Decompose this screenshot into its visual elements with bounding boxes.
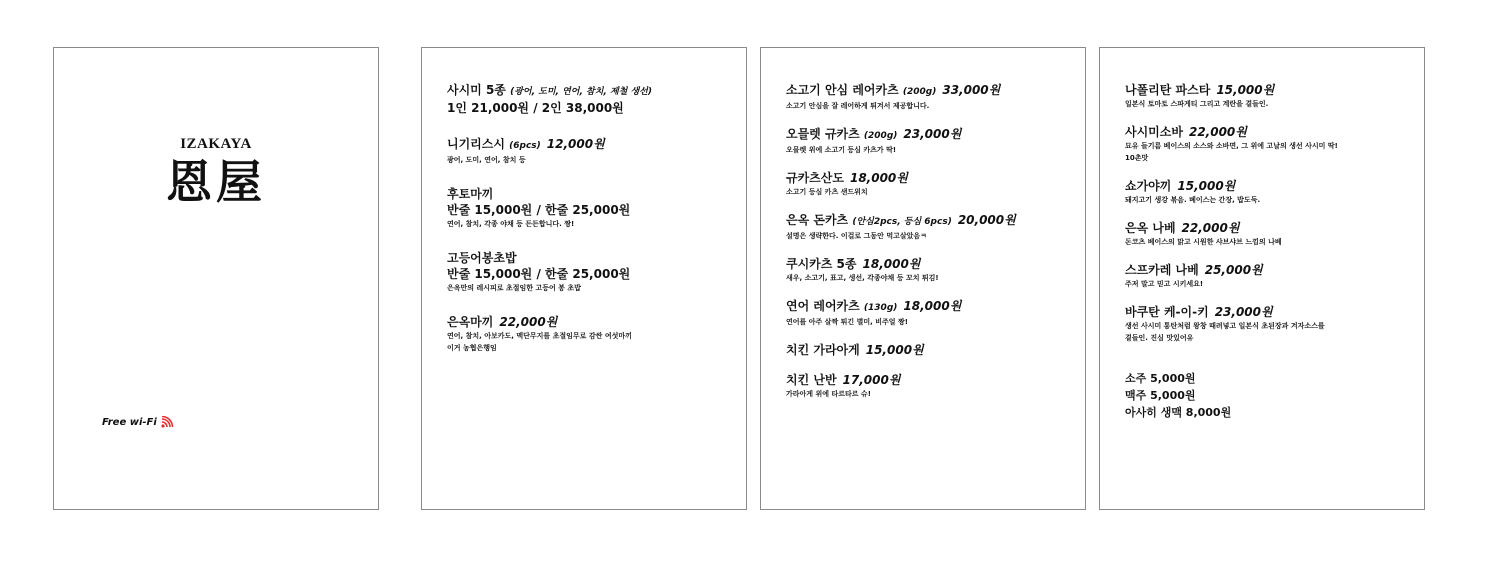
item-name: 쿠시카츠 5종: [786, 257, 857, 271]
item-name: 바쿠탄 케-이-키: [1125, 305, 1209, 319]
item-price: 12,000원: [546, 137, 605, 151]
item-price-line: 반줄 15,000원 / 한줄 25,000원: [447, 267, 631, 281]
menu-item: [786, 298, 1073, 328]
item-name: 스프카레 나베: [1125, 263, 1199, 277]
item-price: 18,000원: [862, 257, 921, 271]
menu-item: [447, 82, 734, 116]
item-name: 니기리스시: [447, 137, 505, 151]
item-desc: 소고기 등심 카츠 샌드위치: [786, 188, 868, 196]
menu-list: [1125, 82, 1412, 421]
item-name: 치킨 가라아게: [786, 343, 860, 357]
item-name: 치킨 난반: [786, 373, 837, 387]
menu-item: [786, 212, 1073, 242]
item-desc: 주저 말고 믿고 시키세요!: [1125, 280, 1204, 288]
item-desc: 생선 사시미 통탄처럼 왕창 때려넣고 일본식 초된장과 겨자소스를: [1125, 322, 1325, 330]
menu-page-katsu: [760, 47, 1086, 510]
item-name: 연어 레어카츠: [786, 299, 860, 313]
item-price-line: 1인 21,000원 / 2인 38,000원: [447, 101, 624, 115]
menu-page-sashimi: [421, 47, 747, 510]
item-desc: 10촌맛: [1125, 154, 1149, 162]
menu-item: [1125, 82, 1412, 110]
item-note: (6pcs): [509, 141, 541, 151]
item-price: 20,000원: [957, 213, 1016, 227]
item-name: 사시미 5종: [447, 83, 506, 97]
item-desc: 광어, 도미, 연어, 참치 등: [447, 156, 526, 164]
item-line: [786, 372, 1073, 388]
item-note: (200g): [863, 131, 898, 141]
item-line: [447, 314, 734, 330]
item-desc: 일본식 토마토 스파게티 그리고 계란을 곁들인.: [1125, 100, 1269, 108]
item-name: 소고기 안심 레어카츠: [786, 83, 899, 97]
item-desc: 묘유 들기름 베이스의 소스와 소바면, 그 위에 고날의 생선 사시미 딱!: [1125, 142, 1338, 150]
menu-item: [1125, 304, 1412, 344]
drinks-list: [1125, 370, 1412, 421]
menu-item: [786, 82, 1073, 112]
item-line: [447, 82, 734, 100]
menu-list: [786, 82, 1073, 414]
drink-item: 소주 5,000원: [1125, 372, 1196, 385]
menu-item: [447, 186, 734, 230]
item-desc: 설명은 생략한다. 이걸로 그동안 먹고살았음ㅋ: [786, 232, 927, 240]
item-name: 오믈렛 규카츠: [786, 127, 860, 141]
menu-item: [1125, 262, 1412, 290]
item-line: [786, 298, 1073, 316]
item-desc: 연어를 아주 살짝 튀긴 별미, 비주얼 짱!: [786, 318, 908, 326]
item-line: [1125, 82, 1412, 98]
menu-item: [786, 342, 1073, 358]
menu-item: [1125, 178, 1412, 206]
item-desc: 연어, 참치, 각종 야채 등 든든합니다. 짱!: [447, 220, 575, 228]
item-price: 25,000원: [1204, 263, 1263, 277]
item-line: [1125, 304, 1412, 320]
item-line: [1125, 178, 1412, 194]
menu-item: [786, 170, 1073, 198]
item-price: 17,000원: [842, 373, 901, 387]
item-desc: 돼지고기 생강 볶음. 베이스는 간장, 밥도둑.: [1125, 196, 1261, 204]
item-price: 15,000원: [1177, 179, 1236, 193]
item-name: 쇼가야끼: [1125, 179, 1172, 193]
item-name: 사시미소바: [1125, 125, 1183, 139]
item-line: [1125, 124, 1412, 140]
item-desc: 오믈렛 위에 소고기 등심 카츠가 딱!: [786, 146, 897, 154]
item-price: 23,000원: [1214, 305, 1273, 319]
menu-item: [447, 314, 734, 354]
item-line: [786, 170, 1073, 186]
item-price: 22,000원: [1188, 125, 1247, 139]
item-name: 은옥마끼: [447, 315, 494, 329]
cover-panel: [53, 47, 379, 510]
item-name: 고등어봉초밥: [447, 251, 517, 265]
item-name: 은옥 돈카츠: [786, 213, 849, 227]
item-price: 18,000원: [903, 299, 962, 313]
item-desc: 돈코츠 베이스의 맑고 시원한 샤브샤브 느낌의 나베: [1125, 238, 1282, 246]
menu-item: [1125, 124, 1412, 164]
menu-item: [447, 136, 734, 166]
item-line: [1125, 220, 1412, 236]
menu-item: [447, 250, 734, 294]
item-price-line: 반줄 15,000원 / 한줄 25,000원: [447, 203, 631, 217]
menu-page-mains: [1099, 47, 1425, 510]
wifi-notice: [102, 416, 175, 428]
item-price: 23,000원: [903, 127, 962, 141]
item-line: [786, 212, 1073, 230]
item-note: (130g): [863, 303, 898, 313]
item-desc: 은옥만의 레시피로 초절임한 고등어 봉 초밥: [447, 284, 581, 292]
item-price: 15,000원: [1216, 83, 1275, 97]
item-line: [786, 256, 1073, 272]
item-price: 22,000원: [499, 315, 558, 329]
item-line: [786, 126, 1073, 144]
wifi-label: Free wi-Fi: [102, 416, 157, 428]
brand-title-en: IZAKAYA: [180, 136, 252, 152]
item-price: 15,000원: [865, 343, 924, 357]
item-line: [786, 82, 1073, 100]
menu-list: [447, 82, 734, 374]
item-line: [447, 136, 734, 154]
item-name: 규카츠산도: [786, 171, 844, 185]
brand-title-cjk: 恩屋: [166, 155, 266, 209]
item-line: [786, 342, 1073, 358]
item-desc: 곁들인. 진심 맛있어유: [1125, 334, 1194, 342]
item-price: 18,000원: [849, 171, 908, 185]
item-name: 은옥 나베: [1125, 221, 1176, 235]
drink-item: 맥주 5,000원: [1125, 389, 1196, 402]
item-name: 후토마끼: [447, 187, 494, 201]
item-desc: 연어, 참치, 아보카도, 맥단무지를 초절임무로 감싼 여섯마끼: [447, 332, 632, 340]
item-line: [1125, 262, 1412, 278]
item-price: 33,000원: [942, 83, 1001, 97]
wifi-icon: [161, 416, 175, 428]
item-note: (광어, 도미, 연어, 참치, 제철 생선): [510, 87, 652, 97]
item-desc: 이거 농협은행임: [447, 344, 497, 352]
menu-item: [1125, 220, 1412, 248]
drink-item: 아사히 생맥 8,000원: [1125, 406, 1232, 419]
menu-item: [786, 256, 1073, 284]
item-name: 나폴리탄 파스타: [1125, 83, 1211, 97]
menu-item: [786, 126, 1073, 156]
item-note: (안심2pcs, 등심 6pcs): [852, 217, 952, 227]
item-note: (200g): [902, 87, 937, 97]
item-desc: 새우, 소고기, 표고, 생선, 각종야채 등 꼬치 튀김!: [786, 274, 939, 282]
item-price: 22,000원: [1181, 221, 1240, 235]
item-desc: 소고기 안심을 잘 레어하게 튀겨서 제공합니다.: [786, 102, 930, 110]
menu-item: [786, 372, 1073, 400]
item-desc: 가라아게 위에 타르타르 슈!: [786, 390, 871, 398]
